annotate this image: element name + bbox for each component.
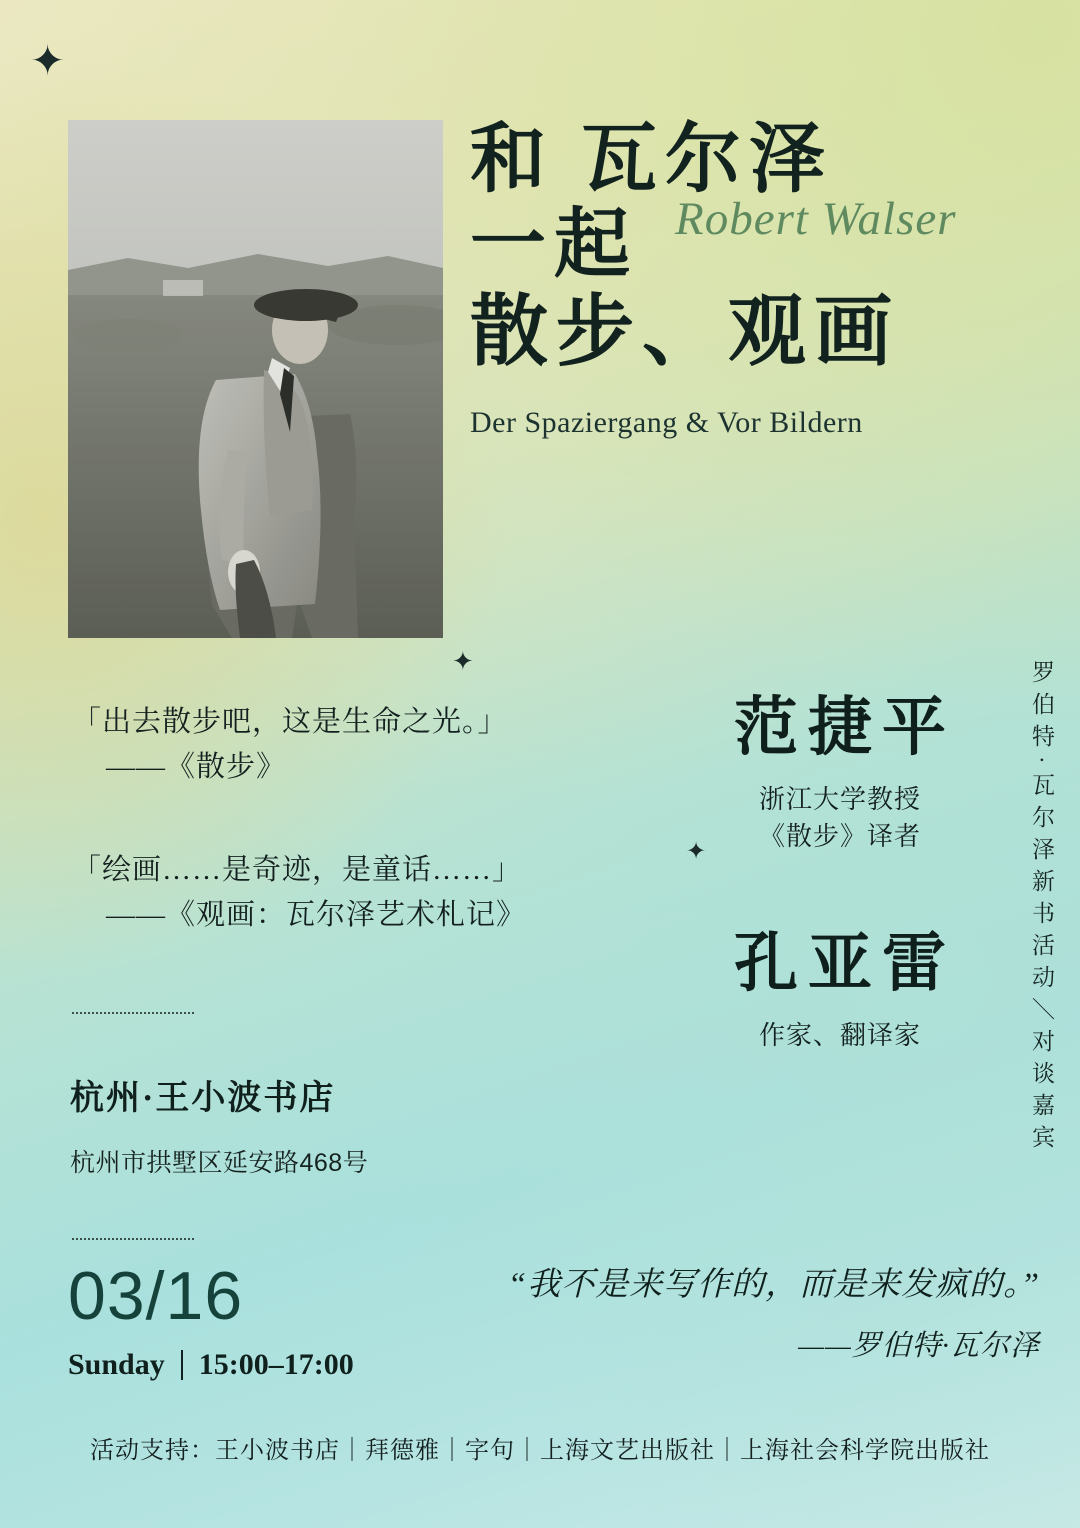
speaker-role-line: 浙江大学教授 — [758, 784, 921, 814]
author-photo — [68, 120, 443, 638]
speaker-list — [690, 690, 990, 1055]
event-weekday: Sunday — [68, 1348, 165, 1381]
title-block — [470, 118, 1030, 440]
event-date: 03/16 — [68, 1258, 244, 1334]
speaker-name: 孔亚雷 — [734, 928, 956, 1000]
divider — [181, 1350, 183, 1380]
latin-name: Robert Walser — [675, 193, 957, 245]
speaker-role — [690, 781, 990, 856]
footer-credits: 活动支持：王小波书店｜拜德雅｜字句｜上海文艺出版社｜上海社会科学院出版社 — [90, 1438, 990, 1464]
venue-name: 杭州·王小波书店 — [70, 1080, 336, 1117]
date-block — [68, 1258, 354, 1382]
speaker-role-line: 作家、翻译家 — [758, 1020, 921, 1050]
speaker-name: 范捷平 — [734, 692, 956, 763]
pull-quote — [440, 1258, 1040, 1364]
title-line-3: 散步、观画 — [470, 288, 901, 376]
german-subtitle: Der Spaziergang & Vor Bildern — [470, 405, 863, 439]
pull-quote-attribution: ——罗伯特·瓦尔泽 — [798, 1330, 1040, 1362]
pull-quote-text: “我不是来写作的，而是来发疯的。” — [507, 1267, 1040, 1303]
title-line-2: 一起 — [470, 203, 638, 288]
quote-list — [72, 700, 632, 938]
vertical-event-label: 罗伯特·瓦尔泽新书活动＼对谈嘉宾 — [1029, 660, 1054, 1157]
venue-address: 杭州市拱墅区延安路468号 — [70, 1149, 369, 1177]
event-time-row — [68, 1348, 354, 1382]
sparkle-icon: ✦ — [30, 37, 66, 84]
quote-source: ——《观画：瓦尔泽艺术札记》 — [106, 898, 527, 931]
quote-source: ——《散步》 — [106, 750, 287, 783]
venue-block — [70, 1070, 368, 1179]
quote-text: 「绘画……是奇迹，是童话……」 — [72, 853, 523, 886]
title-line-1: 和 瓦尔泽 — [470, 118, 833, 202]
divider — [72, 1238, 194, 1240]
sparkle-icon: ✦ — [452, 646, 474, 676]
quote-text: 「出去散步吧，这是生命之光。」 — [72, 706, 508, 738]
event-time: 15:00–17:00 — [198, 1348, 354, 1381]
divider — [72, 1012, 194, 1014]
speaker-role-line: 《散步》译者 — [758, 822, 921, 852]
page-title — [470, 118, 1030, 376]
speaker-role — [690, 1017, 990, 1055]
sparkle-icon: ✦ — [686, 838, 707, 865]
